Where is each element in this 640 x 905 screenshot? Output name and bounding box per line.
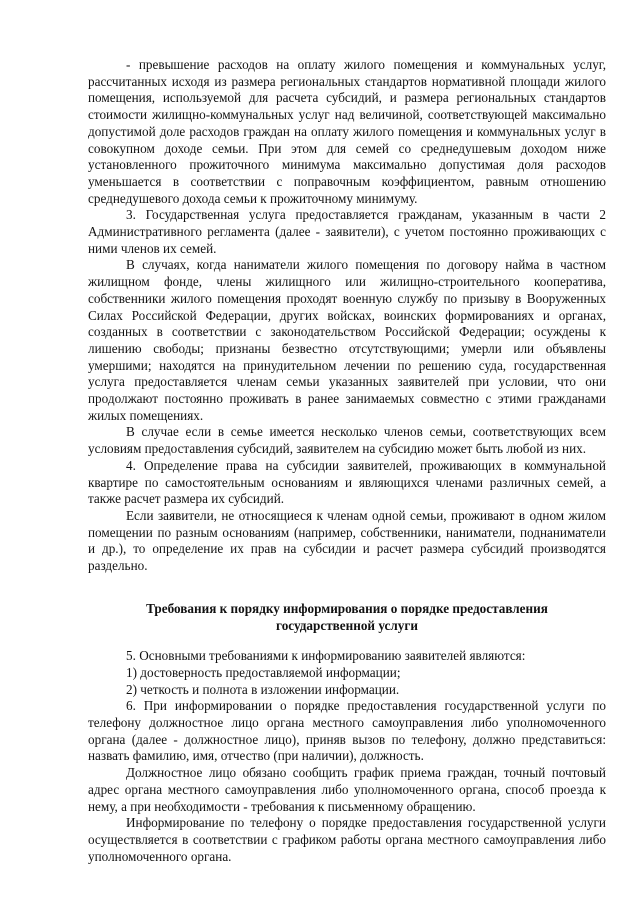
paragraph-item-6: 6. При информировании о порядке предоставления государственной услуги по телефону должностное лицо органа местного самоуправления либо уполномоченного органа (далее - должностное лицо), приняв вызов по телефону, должно представиться: назвать фамилию, имя, отчество (при наличии), должность.: [88, 698, 606, 764]
paragraph-item-5: 5. Основными требованиями к информированию заявителей являются:: [126, 648, 526, 664]
paragraph-item-3: 3. Государственная услуга предоставляется гражданам, указанным в части 2 Административного регламента (далее - заявители), с учетом постоянно проживающих с ними членов их семей.: [88, 207, 606, 256]
paragraph-multiple-members: В случае если в семье имеется несколько членов семьи, соответствующих всем условиям предоставления субсидий, заявителем на субсидию может быть любой из них.: [88, 424, 606, 457]
paragraph-special-cases: В случаях, когда наниматели жилого помещения по договору найма в частном жилищном фонде, члены жилищного или жилищно-строительного кооператива, собственники жилого помещения проходят военную службу по призыву в Вооруженных Силах Российской Федерации, других войсках, воинских формированиях и органах, созданных в соответствии с законодательством Российской Федерации; осуждены к лишению свободы; признаны безвестно отсутствующими; умерли или объявлены умершими; находятся на принудительном лечении по решению суда, государственная услуга предоставляется членам семьи указанных заявителей при условии, что они продолжают постоянно проживать в ранее занимаемых совместно с этими гражданами жилых помещениях.: [88, 257, 606, 423]
paragraph-expense-excess: - превышение расходов на оплату жилого помещения и коммунальных услуг, рассчитанных исходя из размера региональных стандартов нормативной площади жилого помещения, используемой для расчета субсидий, и размера региональных стандартов стоимости жилищно-коммунальных услуг над величиной, соответствующей максимально допустимой доле расходов граждан на оплату жилого помещения и коммунальных услуг в совокупном доходе семьи. При этом для семей со среднедушевым доходом ниже установленного прожиточного минимума максимально допустимая доля расходов уменьшается в соответствии с поправочным коэффициентом, равным отношению среднедушевого дохода семьи к прожиточному минимуму.: [88, 57, 606, 206]
list-item-clarity: 2) четкость и полнота в изложении информации.: [126, 681, 400, 697]
paragraph-item-4: 4. Определение права на субсидии заявителей, проживающих в коммунальной квартире по самостоятельным основаниям и являющихся членами различных семей, а также расчет размера их субсидий.: [88, 457, 606, 507]
paragraph-phone-schedule: Информирование по телефону о порядке предоставления государственной услуги осуществляется в соответствии с графиком работы органа местного самоуправления либо уполномоченного органа.: [88, 815, 606, 864]
paragraph-separate-determination: Если заявители, не относящиеся к членам одной семьи, проживают в одном жилом помещении по разным основаниям (например, собственники, наниматели, поднаниматели и др.), то определение их прав на субсидии и расчет размера субсидий производятся раздельно.: [88, 507, 606, 574]
list-item-reliability: 1) достоверность предоставляемой информации;: [126, 664, 401, 680]
document-page: [88, 57, 606, 865]
paragraph-official-duty: Должностное лицо обязано сообщить график приема граждан, точный почтовый адрес органа местного самоуправления либо уполномоченного органа, способ проезда к нему, а при необходимости - требования к письменному обращению.: [88, 765, 606, 814]
section-heading: Требования к порядку информирования о порядке предоставления государственной услуги: [146, 600, 548, 633]
